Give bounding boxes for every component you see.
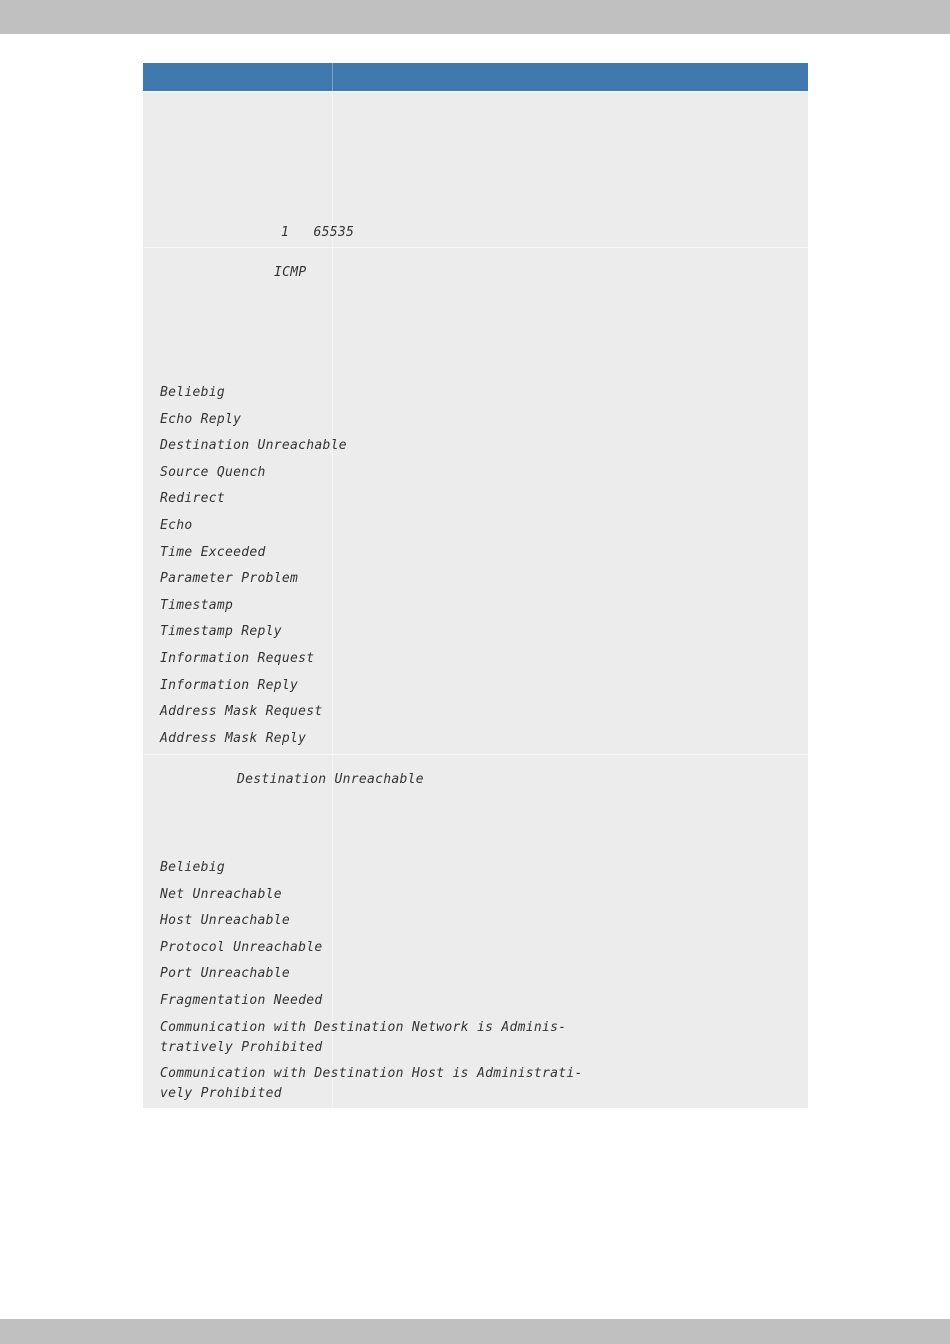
parameter-table	[143, 63, 808, 1108]
list-item: Information Reply	[160, 677, 299, 693]
list-item: Beliebig	[160, 385, 226, 400]
list-item: Echo	[160, 517, 193, 533]
description-cell	[281, 92, 808, 247]
description-cell	[160, 755, 808, 1108]
port-range-text: 1 65535	[281, 225, 355, 240]
description-cell	[160, 248, 808, 754]
list-item: Beliebig	[160, 860, 226, 875]
list-item: Net Unreachable	[160, 886, 282, 902]
list-item: Protocol Unreachable	[160, 939, 323, 955]
list-item: Echo Reply	[160, 411, 242, 427]
header-cell-description	[333, 63, 808, 91]
icmp-keyword: ICMP	[274, 265, 307, 280]
list-item: Parameter Problem	[160, 571, 299, 587]
list-item: Communication with Destination Host is Administrati-vely Prohibited	[160, 1065, 583, 1101]
list-item: Information Request	[160, 650, 315, 666]
icmp-code-options-list	[160, 858, 610, 1110]
list-item: Port Unreachable	[160, 966, 291, 982]
list-item: Host Unreachable	[160, 913, 291, 929]
list-item: Timestamp	[160, 597, 234, 613]
header-cell-field	[143, 63, 333, 91]
list-item: Address Mask Request	[160, 704, 323, 720]
list-item: Timestamp Reply	[160, 624, 282, 640]
list-item: Fragmentation Needed	[160, 992, 323, 1008]
list-item: Address Mask Reply	[160, 730, 307, 746]
table-row-icmp-code	[143, 754, 808, 1108]
list-item: Redirect	[160, 491, 226, 507]
icmp-type-options-list	[160, 383, 347, 755]
page-top-bar	[0, 0, 950, 34]
destination-unreachable-keyword: Destination Unreachable	[237, 772, 424, 787]
field-cell	[143, 92, 333, 247]
table-header	[143, 63, 808, 91]
list-item: Communication with Destination Network is Adminis-tratively Prohibited	[160, 1019, 567, 1055]
table-row-port	[143, 91, 808, 247]
page-bottom-bar	[0, 1319, 950, 1344]
list-item: Time Exceeded	[160, 544, 266, 560]
list-item: Destination Unreachable	[160, 438, 347, 454]
table-row-icmp-type	[143, 247, 808, 754]
list-item: Source Quench	[160, 464, 266, 480]
